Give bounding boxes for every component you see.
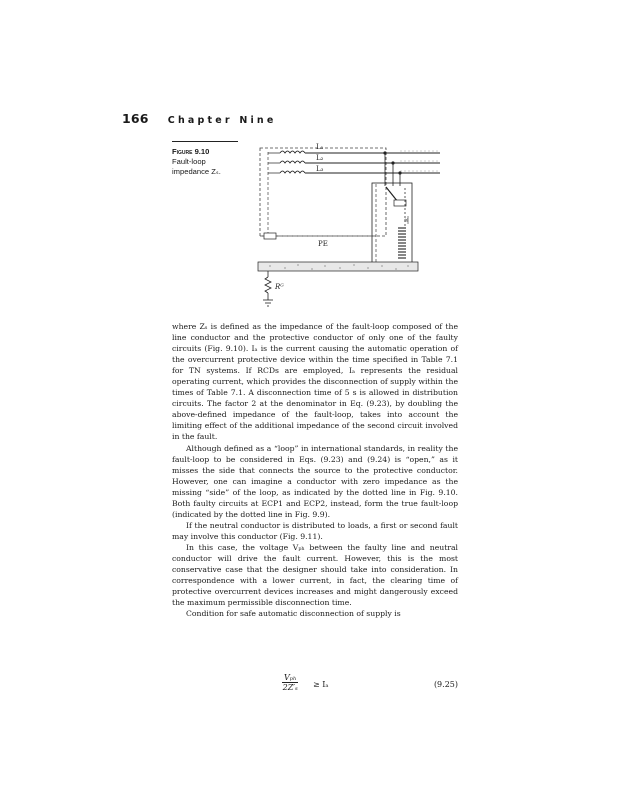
page-header xyxy=(122,108,277,127)
paragraph-4: In this case, the voltage Vₚₕ between the faulty line and neutral conductor will drive the fault current. However, this is the most conservative case that the designer should take into consideration. In correspondence with a lower current, in fact, the clearing time of protective overcurrent devices increases and might dangerously exceed the maximum permissible disconnection time. xyxy=(172,542,458,608)
label-pe: PE xyxy=(318,240,328,248)
chapter-title: Chapter Nine xyxy=(167,115,277,126)
ground-slab xyxy=(258,262,418,271)
fault-loop-diagram xyxy=(250,138,450,313)
label-l3: L₃ xyxy=(316,165,324,173)
caption-line-1: Fault-loop xyxy=(172,157,206,166)
paragraph-2: Although defined as a “loop” in international standards, in reality the fault-loop to be considered in Eqs. (9.23) and (9.24) is “open,” as it misses the side that connects the source to the protective conductor. However, one can imagine a conductor with zero impedance as the missing “side” of the loop, as indicated by the dotted line in Fig. 9.10. Both faulty circuits at ECP1 and ECP2, instead, form the true fault-loop (indicated by the dotted line in Fig. 9.9). xyxy=(172,443,458,519)
label-rg: Rᴳ xyxy=(275,283,284,291)
coil-l2 xyxy=(280,161,305,163)
body-text xyxy=(172,321,458,619)
figure-rule xyxy=(172,141,238,142)
equation-number: (9.25) xyxy=(433,680,458,689)
coil-l3 xyxy=(280,171,305,173)
paragraph-3: If the neutral conductor is distributed to loads, a first or second fault may involve this conductor (Fig. 9.11). xyxy=(172,520,458,541)
equation-fraction xyxy=(282,673,298,692)
page-number: 166 xyxy=(122,111,149,126)
label-l1: L₁ xyxy=(316,143,324,151)
figure-caption xyxy=(172,147,257,177)
heater-element xyxy=(398,228,406,258)
ground-symbol-icon xyxy=(263,300,273,306)
figure-label: Figure 9.10 xyxy=(172,147,210,156)
label-resistor: R xyxy=(404,218,410,222)
equation-denominator: 2Z′ₛ xyxy=(282,683,298,692)
paragraph-1: where Zₛ is defined as the impedance of the fault-loop composed of the line conductor and the protective conductor of only one of the faulty circuits (Fig. 9.10). Iₐ is the current causing the automatic operation of the overcurrent protective device within the time specified in Table 7.1 for TN systems. If RCDs are employed, Iₐ represents the residual operating current, which provides the disconnection of supply within the times of Table 7.1. A disconnection time of 5 s is allowed in distribution circuits. The factor 2 at the denominator in Eq. (9.23), by doubling the above-defined impedance of the fault-loop, takes into account the limiting effect of the additional impedance of the second circuit involved in the fault. xyxy=(172,322,458,442)
coil-l1 xyxy=(280,151,305,153)
equation-relation: ≥ Iₐ xyxy=(313,680,329,689)
equation-numerator: Vₚₕ xyxy=(284,673,297,682)
paragraph-5: Condition for safe automatic disconnection of supply is xyxy=(186,609,401,619)
equation-9-25 xyxy=(172,673,458,703)
caption-line-2: impedance Zₛ. xyxy=(172,167,221,176)
label-l2: L₂ xyxy=(316,154,324,162)
earth-resistor xyxy=(265,277,271,293)
